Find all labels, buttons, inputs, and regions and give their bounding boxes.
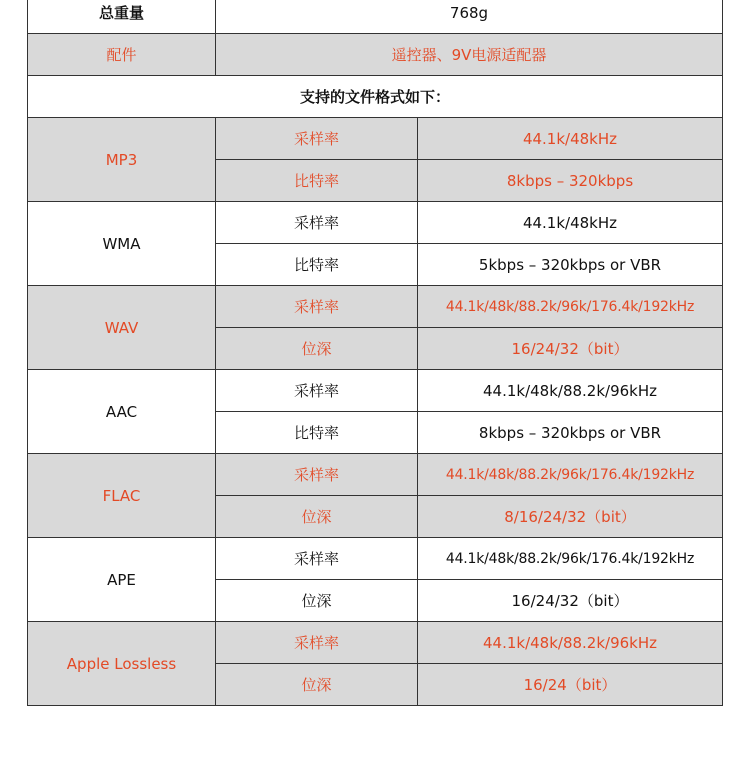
format-param-value: 8kbps – 320kbps or VBR xyxy=(418,412,723,454)
format-param-value: 8kbps – 320kbps xyxy=(418,160,723,202)
format-param-label: 采样率 xyxy=(216,538,418,580)
format-param-label: 比特率 xyxy=(216,412,418,454)
weight-row xyxy=(28,0,723,34)
format-param-label: 比特率 xyxy=(216,160,418,202)
format-name-mp3: MP3 xyxy=(28,118,216,202)
format-param-label: 采样率 xyxy=(216,370,418,412)
format-param-value: 16/24/32（bit） xyxy=(418,580,723,622)
format-row-aac-1 xyxy=(28,370,723,412)
format-param-value: 44.1k/48k/88.2k/96kHz xyxy=(418,370,723,412)
format-name-flac: FLAC xyxy=(28,454,216,538)
format-row-apple-lossless-1 xyxy=(28,622,723,664)
format-param-value: 44.1k/48k/88.2k/96kHz xyxy=(418,622,723,664)
format-param-label: 位深 xyxy=(216,328,418,370)
format-param-value: 44.1k/48kHz xyxy=(418,202,723,244)
format-row-ape-1 xyxy=(28,538,723,580)
format-row-flac-1 xyxy=(28,454,723,496)
format-param-value: 44.1k/48kHz xyxy=(418,118,723,160)
formats-heading: 支持的文件格式如下： xyxy=(28,76,723,118)
format-param-value: 44.1k/48k/88.2k/96k/176.4k/192kHz xyxy=(418,286,723,328)
format-param-label: 采样率 xyxy=(216,202,418,244)
format-param-label: 采样率 xyxy=(216,454,418,496)
format-param-value: 16/24（bit） xyxy=(418,664,723,706)
formats-heading-row xyxy=(28,76,723,118)
format-row-wav-1 xyxy=(28,286,723,328)
format-param-label: 比特率 xyxy=(216,244,418,286)
accessories-label: 配件 xyxy=(28,34,216,76)
format-name-wma: WMA xyxy=(28,202,216,286)
format-param-value: 8/16/24/32（bit） xyxy=(418,496,723,538)
format-param-label: 位深 xyxy=(216,664,418,706)
spec-table-body xyxy=(28,0,723,706)
weight-value: 768g xyxy=(216,0,723,34)
accessories-row xyxy=(28,34,723,76)
format-name-apple-lossless: Apple Lossless xyxy=(28,622,216,706)
format-param-label: 位深 xyxy=(216,496,418,538)
format-row-wma-1 xyxy=(28,202,723,244)
format-param-label: 采样率 xyxy=(216,118,418,160)
format-param-value: 44.1k/48k/88.2k/96k/176.4k/192kHz xyxy=(418,454,723,496)
format-param-label: 位深 xyxy=(216,580,418,622)
format-param-value: 44.1k/48k/88.2k/96k/176.4k/192kHz xyxy=(418,538,723,580)
format-name-wav: WAV xyxy=(28,286,216,370)
format-param-label: 采样率 xyxy=(216,622,418,664)
format-param-label: 采样率 xyxy=(216,286,418,328)
accessories-value: 遥控器、9V电源适配器 xyxy=(216,34,723,76)
format-param-value: 16/24/32（bit） xyxy=(418,328,723,370)
format-name-ape: APE xyxy=(28,538,216,622)
weight-label: 总重量 xyxy=(28,0,216,34)
format-row-mp3-1 xyxy=(28,118,723,160)
format-param-value: 5kbps – 320kbps or VBR xyxy=(418,244,723,286)
format-name-aac: AAC xyxy=(28,370,216,454)
spec-table xyxy=(27,0,723,706)
